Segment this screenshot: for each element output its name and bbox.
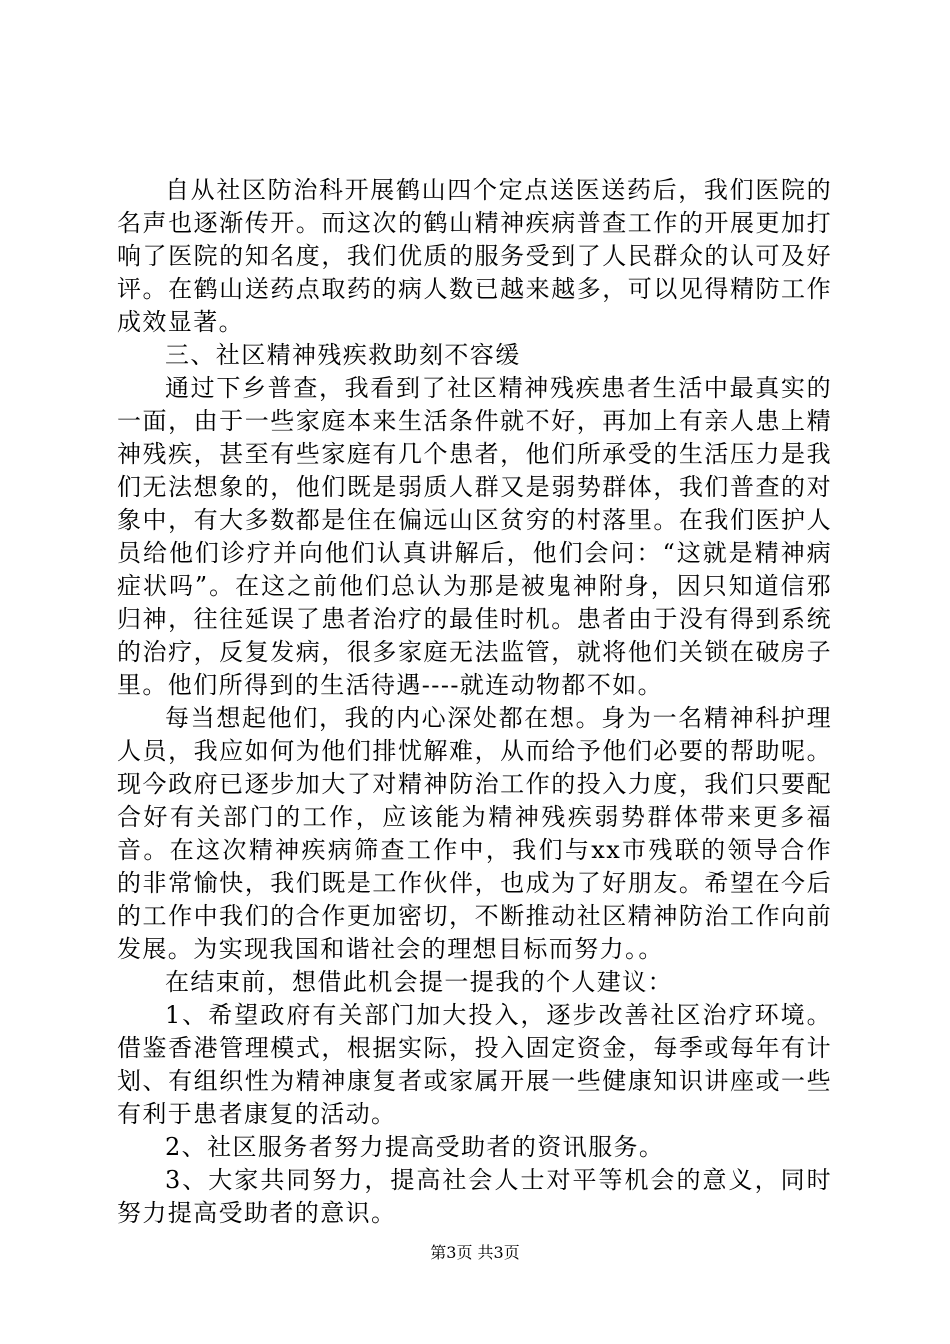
suggestion-item-1: 1、希望政府有关部门加大投入，逐步改善社区治疗环境。借鉴香港管理模式，根据实际，投入固定资金，每季或每年有计划、有组织性为精神康复者或家属开展一些健康知识讲座或一些有利于患者康复的活动。 [117, 1001, 832, 1128]
page-footer: 第3页 共3页 [430, 1243, 520, 1262]
suggestion-item-2: 2、社区服务者努力提高受助者的资讯服务。 [165, 1133, 665, 1161]
paragraph-intro: 自从社区防治科开展鹤山四个定点送医送药后，我们医院的名声也逐渐传开。而这次的鹤山精神疾病普查工作的开展更加打响了医院的知名度，我们优质的服务受到了人民群众的认可及好评。在鹤山送药点取药的病人数已越来越多，可以见得精防工作成效显著。 [117, 176, 832, 336]
suggestion-item-3: 3、大家共同努力，提高社会人士对平等机会的意义，同时努力提高受助者的意识。 [117, 1166, 832, 1227]
paragraph-reflection: 每当想起他们，我的内心深处都在想。身为一名精神科护理人员，我应如何为他们排忧解难，从而给予他们必要的帮助呢。现今政府已逐步加大了对精神防治工作的投入力度，我们只要配合好有关部门的工作，应该能为精神残疾弱势群体带来更多福音。在这次精神疾病筛查工作中，我们与xx市残联的领导合作的非常愉快，我们既是工作伙伴，也成为了好朋友。希望在今后的工作中我们的合作更加密切，不断推动社区精神防治工作向前发展。为实现我国和谐社会的理想目标而努力。。 [117, 704, 832, 963]
paragraph-survey: 通过下乡普查，我看到了社区精神残疾患者生活中最真实的一面，由于一些家庭本来生活条件就不好，再加上有亲人患上精神残疾，甚至有些家庭有几个患者，他们所承受的生活压力是我们无法想象的，他们既是弱质人群又是弱势群体，我们普查的对象中，有大多数都是住在偏远山区贫穷的村落里。在我们医护人员给他们诊疗并向他们认真讲解后，他们会问：“这就是精神病症状吗”。在这之前他们总认为那是被鬼神附身，因只知道信邪归神，往往延误了患者治疗的最佳时机。患者由于没有得到系统的治疗，反复发病，很多家庭无法监管，就将他们关锁在破房子里。他们所得到的生活待遇----就连动物都不如。 [117, 374, 832, 699]
section-heading-3: 三、社区精神残疾救助刻不容缓 [165, 341, 521, 369]
paragraph-suggestion-intro: 在结束前，想借此机会提一提我的个人建议： [165, 968, 673, 996]
document-body [117, 174, 832, 1230]
